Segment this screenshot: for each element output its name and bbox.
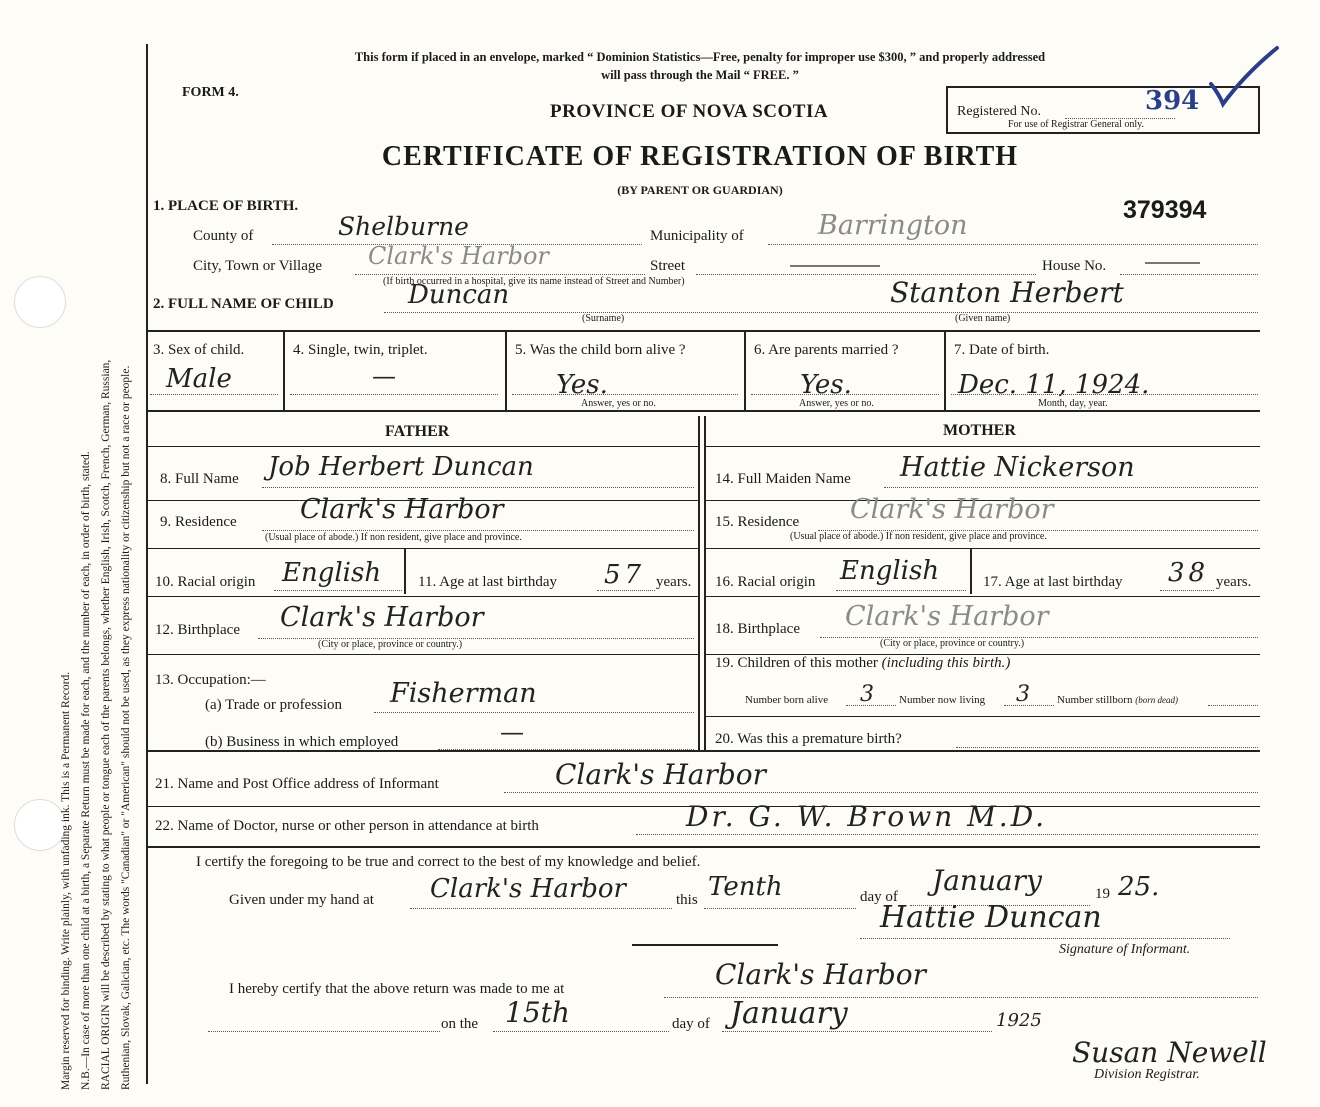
father-birthplace-value: Clark's Harbor: [280, 602, 484, 633]
day-of-label: day of: [860, 889, 898, 905]
stillborn-note: (born dead): [1135, 695, 1178, 705]
place-of-birth-heading: 1. PLACE OF BIRTH.: [153, 198, 299, 214]
given-place: Clark's Harbor: [430, 874, 626, 904]
postal-notice-line1: This form if placed in an envelope, marked “ Dominion Statistics—Free, penalty for improper use $300, ” and properly addressed: [354, 50, 1046, 64]
street-label: Street: [650, 258, 685, 274]
county-value: Shelburne: [338, 212, 469, 241]
registrar-signature: Susan Newell: [1072, 1036, 1267, 1069]
mother-heading: MOTHER: [943, 422, 1016, 439]
certify-statement: I certify the foregoing to be true and correct to the best of my knowledge and belief.: [196, 854, 701, 870]
given-name-caption: (Given name): [955, 313, 1011, 324]
born-alive-count-label: Number born alive: [745, 694, 829, 706]
year-prefix: 19: [1095, 886, 1110, 902]
multiple-birth-value: —: [372, 362, 396, 390]
binding-hole-top: [14, 276, 66, 328]
father-residence-value: Clark's Harbor: [300, 494, 504, 525]
registrar-note: For use of Registrar General only.: [1008, 119, 1144, 130]
sex-value: Male: [166, 364, 232, 394]
mother-birthplace-label: 18. Birthplace: [715, 621, 800, 637]
registrar-year: 1925: [996, 1010, 1042, 1031]
mother-racial-label: 16. Racial origin: [715, 574, 816, 590]
father-residence-caption: (Usual place of abode.) If non resident, give place and province.: [265, 532, 522, 543]
given-under-label: Given under my hand at: [229, 892, 374, 908]
municipality-label: Municipality of: [650, 228, 744, 244]
born-alive-value: Yes.: [556, 370, 608, 400]
margin-note-1: Margin reserved for binding. Write plainly, with unfading ink. This is a Permanent Record.: [60, 671, 72, 1090]
surname-caption: (Surname): [582, 313, 625, 324]
mother-residence-label: 15. Residence: [715, 514, 800, 530]
separator-rule: [632, 944, 778, 946]
business-value: —: [500, 718, 524, 746]
mother-age-value: 38: [1168, 558, 1210, 588]
given-day: Tenth: [708, 872, 783, 902]
multiple-birth-label: 4. Single, twin, triplet.: [293, 342, 428, 358]
page-subtitle: (BY PARENT OR GUARDIAN): [617, 183, 783, 197]
stillborn-label-text: Number stillborn: [1057, 694, 1133, 706]
parents-married-value: Yes.: [800, 370, 852, 400]
registered-label: Registered No.: [957, 104, 1041, 119]
father-racial-label: 10. Racial origin: [155, 574, 256, 590]
house-number-label: House No.: [1042, 258, 1107, 274]
mother-age-years: years.: [1216, 574, 1252, 590]
province-title: PROVINCE OF NOVA SCOTIA: [550, 101, 829, 122]
page-title: CERTIFICATE OF REGISTRATION OF BIRTH: [381, 141, 1019, 172]
informant-label: 21. Name and Post Office address of Informant: [155, 776, 439, 792]
occupation-label: 13. Occupation:—: [155, 672, 266, 688]
parents-married-caption: Answer, yes or no.: [799, 398, 874, 409]
form-left-border: [146, 44, 148, 1084]
father-age-label: 11. Age at last birthday: [418, 574, 557, 590]
given-month: January: [932, 864, 1042, 897]
father-residence-label: 9. Residence: [160, 514, 237, 530]
premature-label: 20. Was this a premature birth?: [715, 731, 902, 747]
serial-number: 379394: [1123, 196, 1207, 224]
now-living-count: 3: [1016, 682, 1030, 707]
sex-label: 3. Sex of child.: [153, 342, 245, 358]
registrar-day: 15th: [505, 996, 570, 1029]
registrar-month: January: [730, 996, 848, 1031]
mother-birthplace-value: Clark's Harbor: [845, 601, 1049, 632]
date-of-birth-caption: Month, day, year.: [1038, 398, 1108, 409]
born-alive-label: 5. Was the child born alive ?: [515, 342, 686, 358]
father-age-years: years.: [656, 574, 692, 590]
informant-signature: Hattie Duncan: [880, 900, 1102, 935]
county-label: County of: [193, 228, 254, 244]
margin-note-3: RACIAL ORIGIN will be described by stating to what people or tongue each of the parents belongs, whether English, Irish, Scotch, French, German, Russian,: [100, 359, 112, 1090]
father-name-value: Job Herbert Duncan: [268, 452, 534, 482]
father-racial-value: English: [282, 558, 382, 588]
given-year: 25.: [1118, 872, 1160, 902]
trade-value: Fisherman: [390, 678, 537, 709]
date-of-birth-label: 7. Date of birth.: [954, 342, 1050, 358]
mother-residence-value: Clark's Harbor: [850, 494, 1054, 525]
form-number: FORM 4.: [182, 85, 239, 100]
registered-number: 394: [1145, 86, 1200, 116]
children-label-note: (including this birth.): [881, 655, 1011, 671]
mother-name-value: Hattie Nickerson: [900, 452, 1135, 483]
reg-day-of-label: day of: [672, 1016, 710, 1032]
doctor-value: Dr. G. W. Brown M.D.: [686, 800, 1048, 833]
municipality-value: Barrington: [818, 210, 968, 241]
informant-signature-caption: Signature of Informant.: [1059, 942, 1191, 957]
mother-residence-caption: (Usual place of abode.) If non resident, give place and province.: [790, 531, 1047, 542]
this-label: this: [676, 892, 698, 908]
city-value: Clark's Harbor: [368, 242, 549, 270]
check-mark-icon: [1205, 44, 1285, 109]
father-age-value: 57: [604, 560, 646, 590]
mother-birthplace-caption: (City or place, province or country.): [880, 638, 1025, 649]
father-birthplace-caption: (City or place, province or country.): [318, 639, 463, 650]
postal-notice-line2: will pass through the Mail “ FREE. ”: [601, 68, 799, 82]
child-name-label: 2. FULL NAME OF CHILD: [153, 296, 334, 312]
on-the-label: on the: [441, 1016, 479, 1032]
father-birthplace-label: 12. Birthplace: [155, 622, 240, 638]
born-alive-caption: Answer, yes or no.: [581, 398, 656, 409]
hospital-note: (If birth occurred in a hospital, give its name instead of Street and Number): [383, 276, 685, 287]
registrar-signature-caption: Division Registrar.: [1094, 1067, 1200, 1082]
date-of-birth-value: Dec. 11, 1924.: [958, 370, 1150, 400]
now-living-label: Number now living: [899, 694, 986, 706]
binding-hole-bottom: [14, 799, 66, 851]
registrar-certify-label: I hereby certify that the above return was made to me at: [229, 981, 565, 997]
mother-name-label: 14. Full Maiden Name: [715, 471, 851, 487]
registrar-place: Clark's Harbor: [715, 958, 927, 991]
city-label: City, Town or Village: [193, 258, 323, 274]
mother-racial-value: English: [840, 556, 940, 586]
informant-value: Clark's Harbor: [555, 758, 767, 791]
doctor-label: 22. Name of Doctor, nurse or other person in attendance at birth: [155, 818, 539, 834]
child-given-name: Stanton Herbert: [890, 276, 1124, 309]
mother-age-label: 17. Age at last birthday: [983, 574, 1123, 590]
children-of-mother-label: [715, 655, 1010, 672]
business-label: (b) Business in which employed: [205, 734, 399, 750]
born-alive-count: 3: [860, 682, 874, 707]
children-label-text: 19. Children of this mother: [715, 655, 878, 671]
postal-notice: [150, 48, 1250, 84]
parents-married-label: 6. Are parents married ?: [754, 342, 899, 358]
margin-note-4: Ruthenian, Slovak, Galician, etc. The words "Canadian" or "American" should not be used, as they express nationality or citizenship but not a race or people.: [120, 365, 132, 1090]
trade-label: (a) Trade or profession: [205, 697, 343, 713]
stillborn-label: [1057, 694, 1178, 706]
margin-note-2: N.B.—In case of more than one child at a birth, a Separate Return must be made for each, and the number of each, in order of birth, stated.: [80, 451, 92, 1090]
father-name-label: 8. Full Name: [160, 471, 239, 487]
child-surname: Duncan: [408, 280, 510, 310]
father-heading: FATHER: [385, 423, 450, 440]
